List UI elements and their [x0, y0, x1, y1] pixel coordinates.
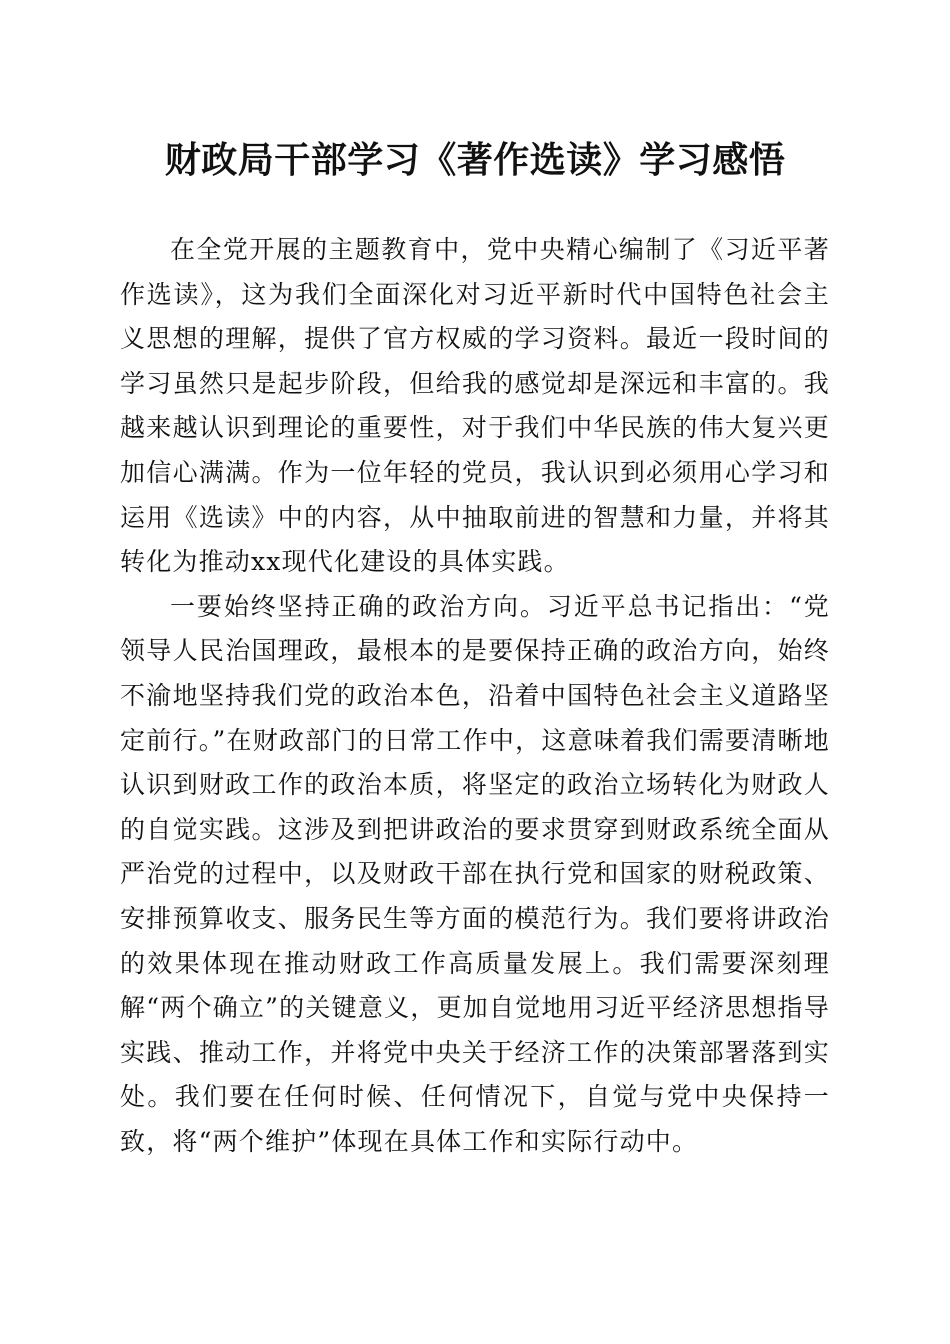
paragraph-intro: 在全党开展的主题教育中，党中央精心编制了《习近平著作选读》，这为我们全面深化对习近平新时代中国特色社会主义思想的理解，提供了官方权威的学习资料。最近一段时间的学习虽然只是起步阶段，但给我的感觉却是深远和丰富的。我越来越认识到理论的重要性，对于我们中华民族的伟大复兴更加信心满满。作为一位年轻的党员，我认识到必须用心学习和运用《选读》中的内容，从中抽取前进的智慧和力量，并将其转化为推动xx现代化建设的具体实践。 — [120, 235, 830, 577]
document-body — [120, 228, 830, 1164]
paragraph-political-direction: 一要始终坚持正确的政治方向。习近平总书记指出：“党领导人民治国理政，最根本的是要保持正确的政治方向，始终不渝地坚持我们党的政治本色，沿着中国特色社会主义道路坚定前行。”在财政部门的日常工作中，这意味着我们需要清晰地认识到财政工作的政治本质，将坚定的政治立场转化为财政人的自觉实践。这涉及到把讲政治的要求贯穿到财政系统全面从严治党的过程中，以及财政干部在执行党和国家的财税政策、安排预算收支、服务民生等方面的模范行为。我们要将讲政治的效果体现在推动财政工作高质量发展上。我们需要深刻理解“两个确立”的关键意义，更加自觉地用习近平经济思想指导实践、推动工作，并将党中央关于经济工作的决策部署落到实处。我们要在任何时候、任何情况下，自觉与党中央保持一致，将“两个维护”体现在具体工作和实际行动中。 — [120, 591, 830, 1156]
document-title: 财政局干部学习《著作选读》学习感悟 — [164, 139, 786, 181]
